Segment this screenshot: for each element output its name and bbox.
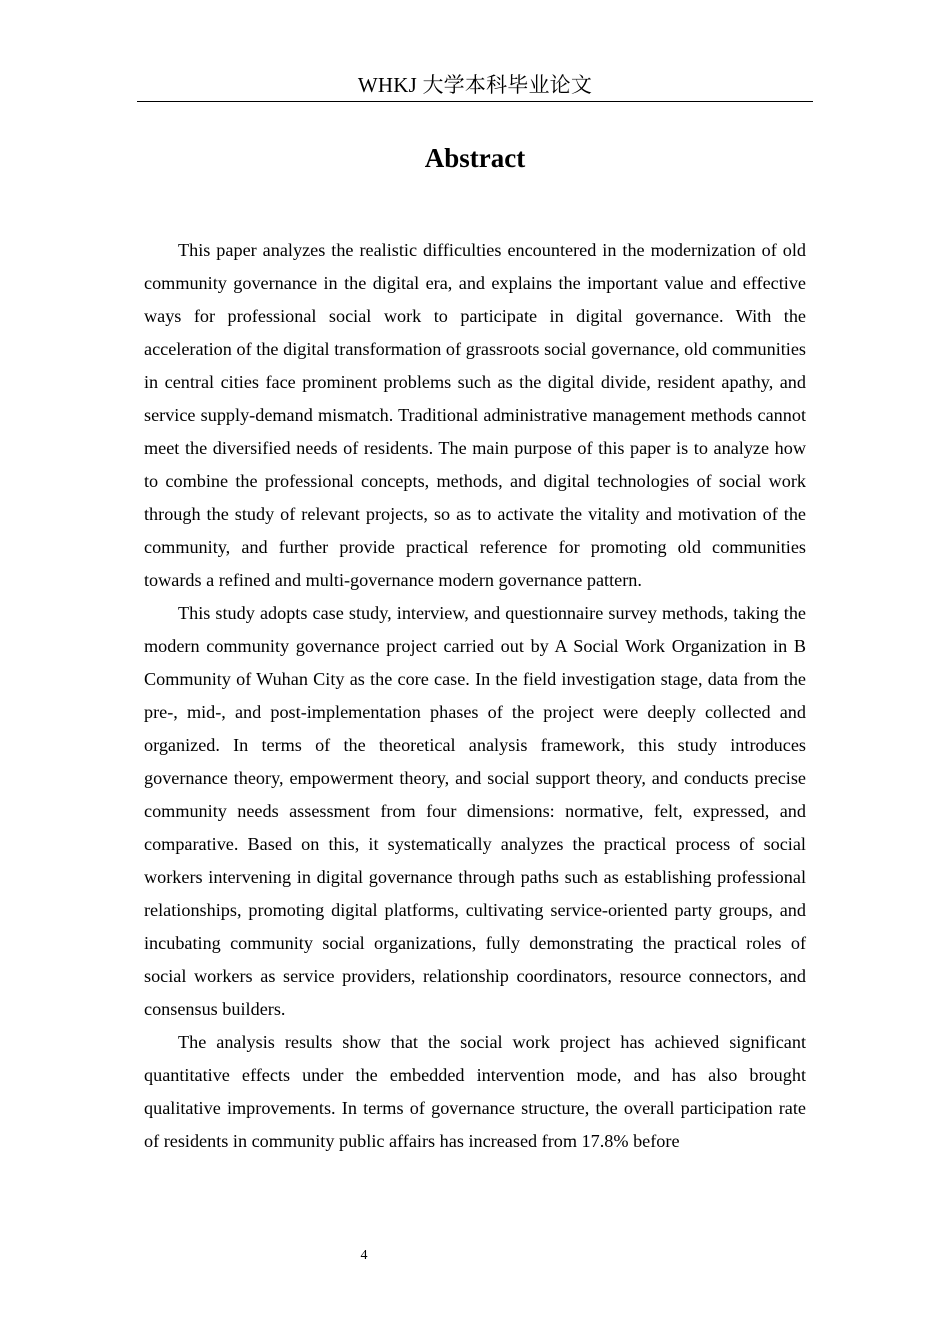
abstract-paragraph: This study adopts case study, interview, and questionnaire survey methods, taking the modern community governance project carried out by A Social Work Organization in B Community of Wuhan City as the core case. In the field investigation stage, data from the pre-, mid-, and post-implementation phases of the project were deeply collected and organized. In terms of the theoretical analysis framework, this study introduces governance theory, empowerment theory, and social support theory, and conducts precise community needs assessment from four dimensions: normative, felt, expressed, and comparative. Based on this, it systematically analyzes the practical process of social workers intervening in digital governance through paths such as establishing professional relationships, promoting digital platforms, cultivating service-oriented party groups, and incubating community social organizations, fully demonstrating the practical roles of social workers as service providers, relationship coordinators, resource connectors, and consensus builders. [144, 603, 806, 1019]
abstract-paragraph: The analysis results show that the social work project has achieved significant quantitative effects under the embedded intervention mode, and has also brought qualitative improvements. In terms of governance structure, the overall participation rate of residents in community public affairs has increased from 17.8% before [144, 1032, 806, 1151]
abstract-body [144, 234, 806, 1158]
page-number: 4 [360, 1248, 368, 1263]
header-title: WHKJ 大学本科毕业论文 [357, 73, 593, 97]
page-header [137, 70, 813, 102]
abstract-title: Abstract [424, 143, 526, 173]
abstract-paragraph: This paper analyzes the realistic difficulties encountered in the modernization of old community governance in the digital era, and explains the important value and effective ways for professional social work to participate in digital governance. With the acceleration of the digital transformation of grassroots social governance, old communities in central cities face prominent problems such as the digital divide, resident apathy, and service supply-demand mismatch. Traditional administrative management methods cannot meet the diversified needs of residents. The main purpose of this paper is to analyze how to combine the professional concepts, methods, and digital technologies of social work through the study of relevant projects, so as to activate the vitality and motivation of the community, and further provide practical reference for promoting old communities towards a refined and multi-governance modern governance pattern. [144, 240, 806, 590]
